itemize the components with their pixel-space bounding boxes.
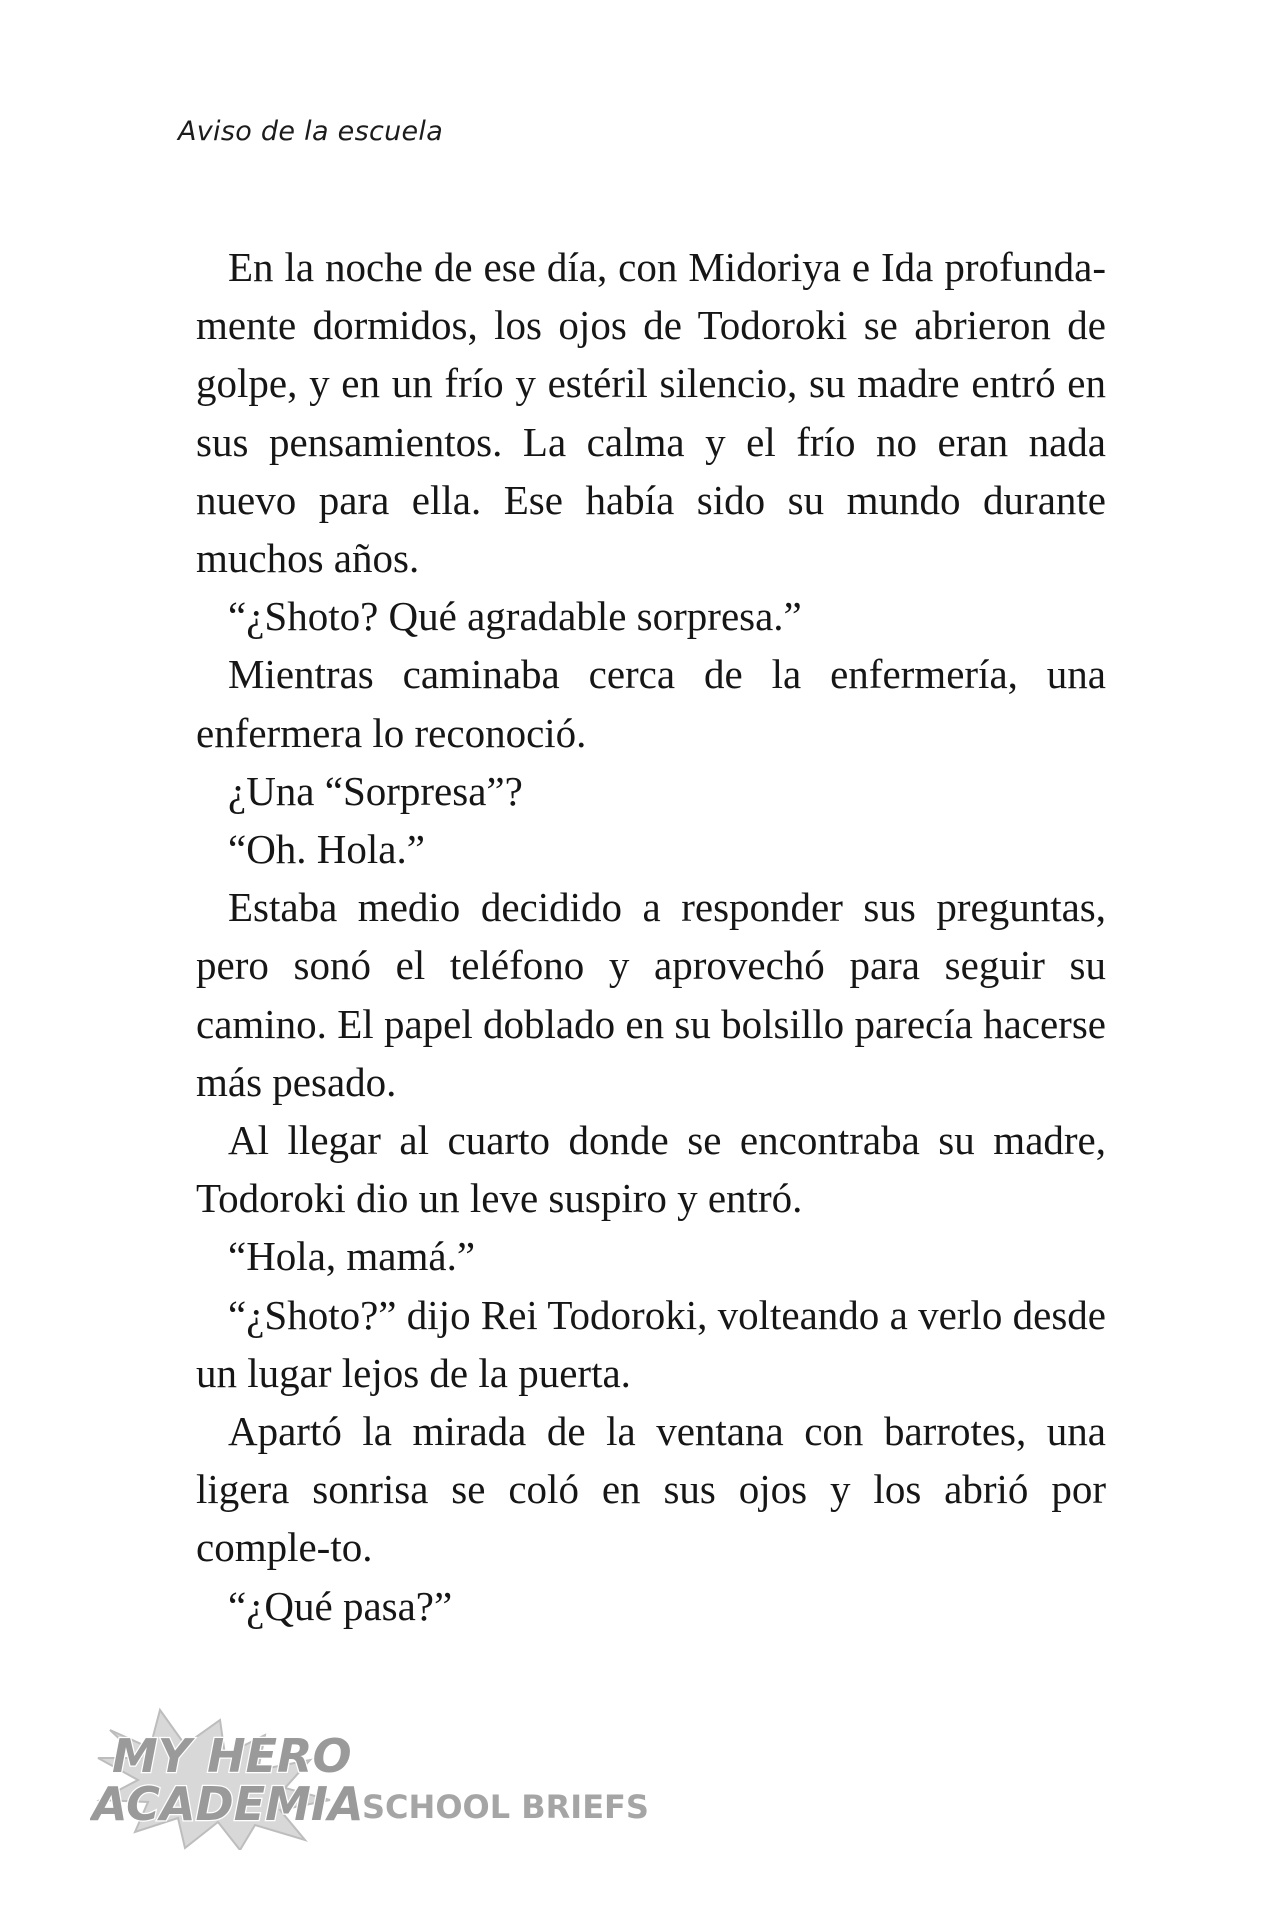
paragraph: Estaba medio decidido a responder sus preguntas, pero sonó el teléfono y aprovechó para seguir su camino. El papel doblado en su bolsillo parecía hacerse más pesado. (196, 884, 1106, 1105)
logo-subtitle: SCHOOL BRIEFS (362, 1788, 649, 1826)
series-logo-graphic (90, 1700, 670, 1850)
paragraph: Apartó la mirada de la ventana con barrotes, una ligera sonrisa se coló en sus ojos y los abrió por comple-to. (196, 1408, 1106, 1571)
paragraph: Al llegar al cuarto donde se encontraba su madre, Todoroki dio un leve suspiro y entró. (196, 1117, 1106, 1222)
paragraph: “Hola, mamá.” (228, 1233, 476, 1280)
paragraph: En la noche de ese día, con Midoriya e Ida profunda-mente dormidos, los ojos de Todoroki se abrieron de golpe, y en un frío y estéril silencio, su madre entró en sus pensamientos. La calma y el frío no eran nada nuevo para ella. Ese había sido su mundo durante muchos años. (196, 244, 1106, 582)
paragraph: “¿Shoto? Qué agradable sorpresa.” (228, 593, 802, 640)
page-body (196, 238, 1106, 1635)
paragraph: Mientras caminaba cerca de la enfermería, una enfermera lo reconoció. (196, 651, 1106, 756)
paragraph: ¿Una “Sorpresa”? (228, 767, 523, 814)
running-header: Aviso de la escuela (178, 116, 444, 147)
paragraph: “Oh. Hola.” (228, 826, 425, 873)
series-logo (90, 1700, 670, 1850)
paragraph: “¿Shoto?” dijo Rei Todoroki, volteando a verlo desde un lugar lejos de la puerta. (196, 1291, 1106, 1396)
paragraph: “¿Qué pasa?” (228, 1582, 453, 1629)
logo-title-line1: MY HERO (112, 1729, 352, 1783)
logo-title-line2: ACADEMIA (92, 1777, 364, 1831)
